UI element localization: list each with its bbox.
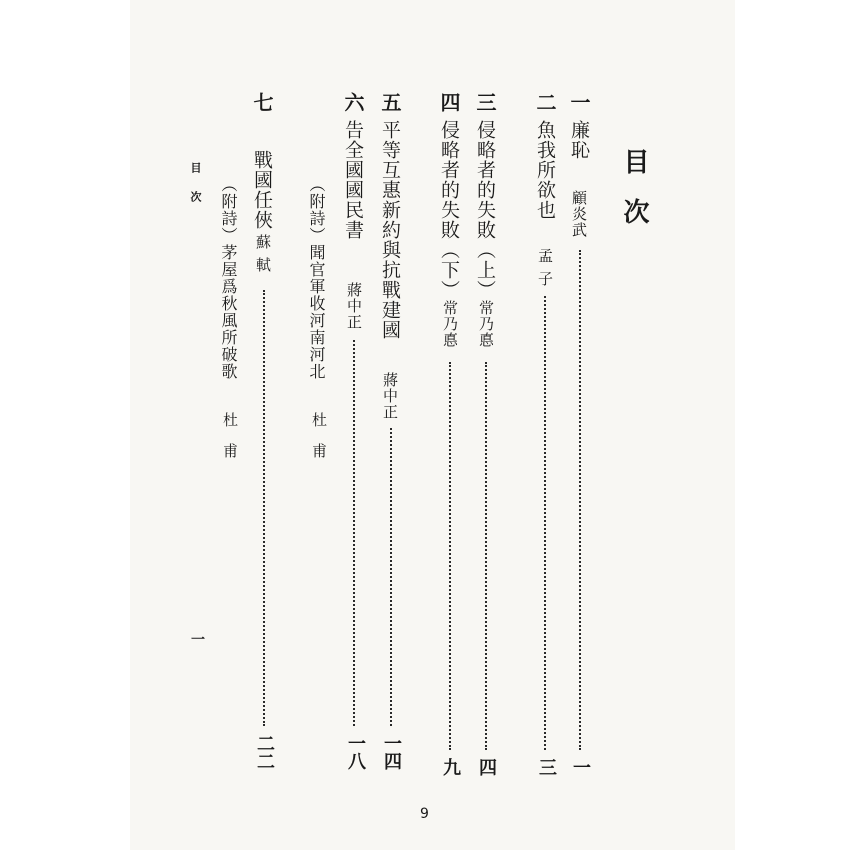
subentry-title: （附詩）茅屋爲秋風所破歌 (219, 176, 238, 380)
entry-page: 三 (536, 758, 557, 776)
leader-dots (263, 290, 267, 726)
subentry-author: 杜甫 (310, 412, 328, 474)
entry-number: 三 (473, 92, 497, 112)
entry-author: 顧炎武 (570, 190, 588, 238)
entry-title: 侵略者的失敗（上） (474, 120, 496, 300)
entry-author: 蘇軾 (254, 234, 272, 280)
entry-title: 廉恥 (568, 120, 590, 160)
entry-author: 孟子 (536, 248, 554, 294)
leader-dots (544, 296, 548, 750)
entry-number: 四 (437, 92, 461, 112)
entry-author: 蔣中正 (381, 372, 399, 420)
leader-dots (353, 340, 357, 726)
leader-dots (579, 250, 583, 750)
entry-page: 一八 (345, 734, 366, 770)
entry-title: 告全國國民書 (342, 120, 364, 240)
subentry-title: （附詩）聞官軍收河南河北 (307, 176, 326, 380)
toc-heading: 目次 (619, 148, 649, 248)
subentry-author: 杜甫 (221, 412, 239, 474)
running-head: 目次 (189, 162, 202, 220)
entry-title: 侵略者的失敗（下） (438, 120, 460, 300)
entry-title: 戰國任俠 (251, 150, 273, 230)
leader-dots (485, 362, 489, 750)
folio-number: 一 (189, 632, 205, 646)
entry-page: 九 (440, 758, 461, 776)
leader-dots (390, 428, 394, 726)
entry-number: 五 (378, 92, 402, 112)
entry-number: 二 (533, 92, 557, 112)
entry-author: 常乃悳 (477, 300, 495, 348)
entry-page: 一四 (381, 734, 402, 770)
entry-page: 二二 (254, 734, 275, 770)
page-number: 9 (420, 806, 429, 822)
entry-author: 常乃悳 (441, 300, 459, 348)
entry-title: 魚我所欲也 (534, 120, 556, 220)
entry-number: 七 (250, 92, 274, 112)
entry-page: 一 (570, 758, 591, 776)
leader-dots (449, 362, 453, 750)
entry-number: 一 (567, 92, 591, 112)
entry-author: 蔣中正 (345, 282, 363, 330)
entry-page: 四 (476, 758, 497, 776)
entry-number: 六 (341, 92, 365, 112)
entry-title: 平等互惠新約與抗戰建國 (379, 120, 401, 340)
